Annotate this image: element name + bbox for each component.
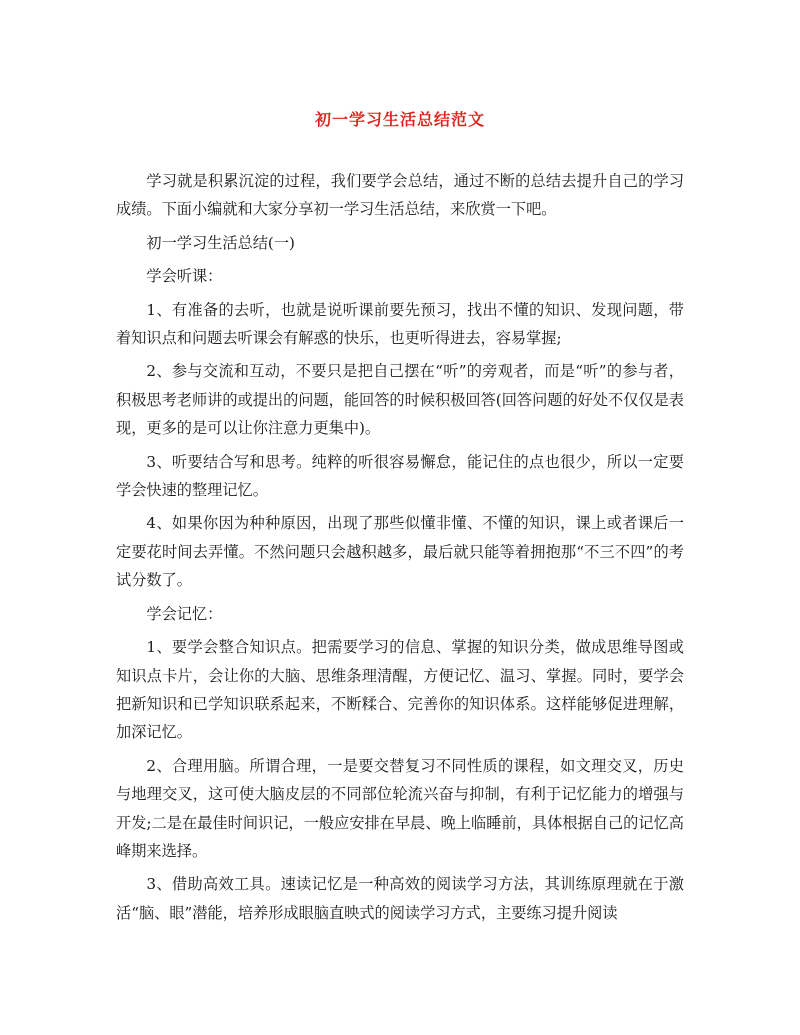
listening-point-3: 3、听要结合写和思考。纯粹的听很容易懈怠，能记住的点也很少，所以一定要学会快速的整理记忆。 [116, 452, 684, 500]
intro-paragraph: 学习就是积累沉淀的过程，我们要学会总结，通过不断的总结去提升自己的学习成绩。下面小编就和大家分享初一学习生活总结，来欣赏一下吧。 [116, 172, 684, 219]
document-title: 初一学习生活总结范文 [314, 110, 485, 129]
listening-point-4: 4、如果你因为种种原因，出现了那些似懂非懂、不懂的知识，课上或者课后一定要花时间去弄懂。不然问题只会越积越多，最后就只能等着拥抱那“不三不四”的考试分数了。 [116, 514, 684, 590]
memory-point-2: 2、合理用脑。所谓合理，一是要交替复习不同性质的课程，如文理交叉，历史与地理交叉，这可使大脑皮层的不同部位轮流兴奋与抑制，有利于记忆能力的增强与开发;二是在最佳时间识记，一般应安排在早晨、晚上临睡前，具体根据自己的记忆高峰期来选择。 [116, 756, 684, 860]
document-body [116, 167, 684, 932]
memory-point-3: 3、借助高效工具。速读记忆是一种高效的阅读学习方法，其训练原理就在于激活“脑、眼”潜能，培养形成眼脑直映式的阅读学习方式，主要练习提升阅读 [116, 875, 684, 922]
memory-point-1: 1、要学会整合知识点。把需要学习的信息、掌握的知识分类，做成思维导图或知识点卡片，会让你的大脑、思维条理清醒，方便记忆、温习、掌握。同时，要学会把新知识和已学知识联系起来，不断糅合、完善你的知识体系。这样能够促进理解，加深记忆。 [116, 638, 684, 742]
section-heading: 初一学习生活总结(一) [146, 233, 295, 252]
listening-point-1: 1、有准备的去听，也就是说听课前要先预习，找出不懂的知识、发现问题，带着知识点和问题去听课会有解惑的快乐，也更听得进去，容易掌握; [116, 300, 684, 348]
listening-point-2: 2、参与交流和互动，不要只是把自己摆在“听”的旁观者，而是“听”的参与者，积极思考老师讲的或提出的问题，能回答的时候积极回答(回答问题的好处不仅仅是表现，更多的是可以让你注意力更集中)。 [116, 362, 684, 438]
subheading-listening: 学会听课： [146, 267, 223, 286]
subheading-memory: 学会记忆： [146, 604, 223, 623]
